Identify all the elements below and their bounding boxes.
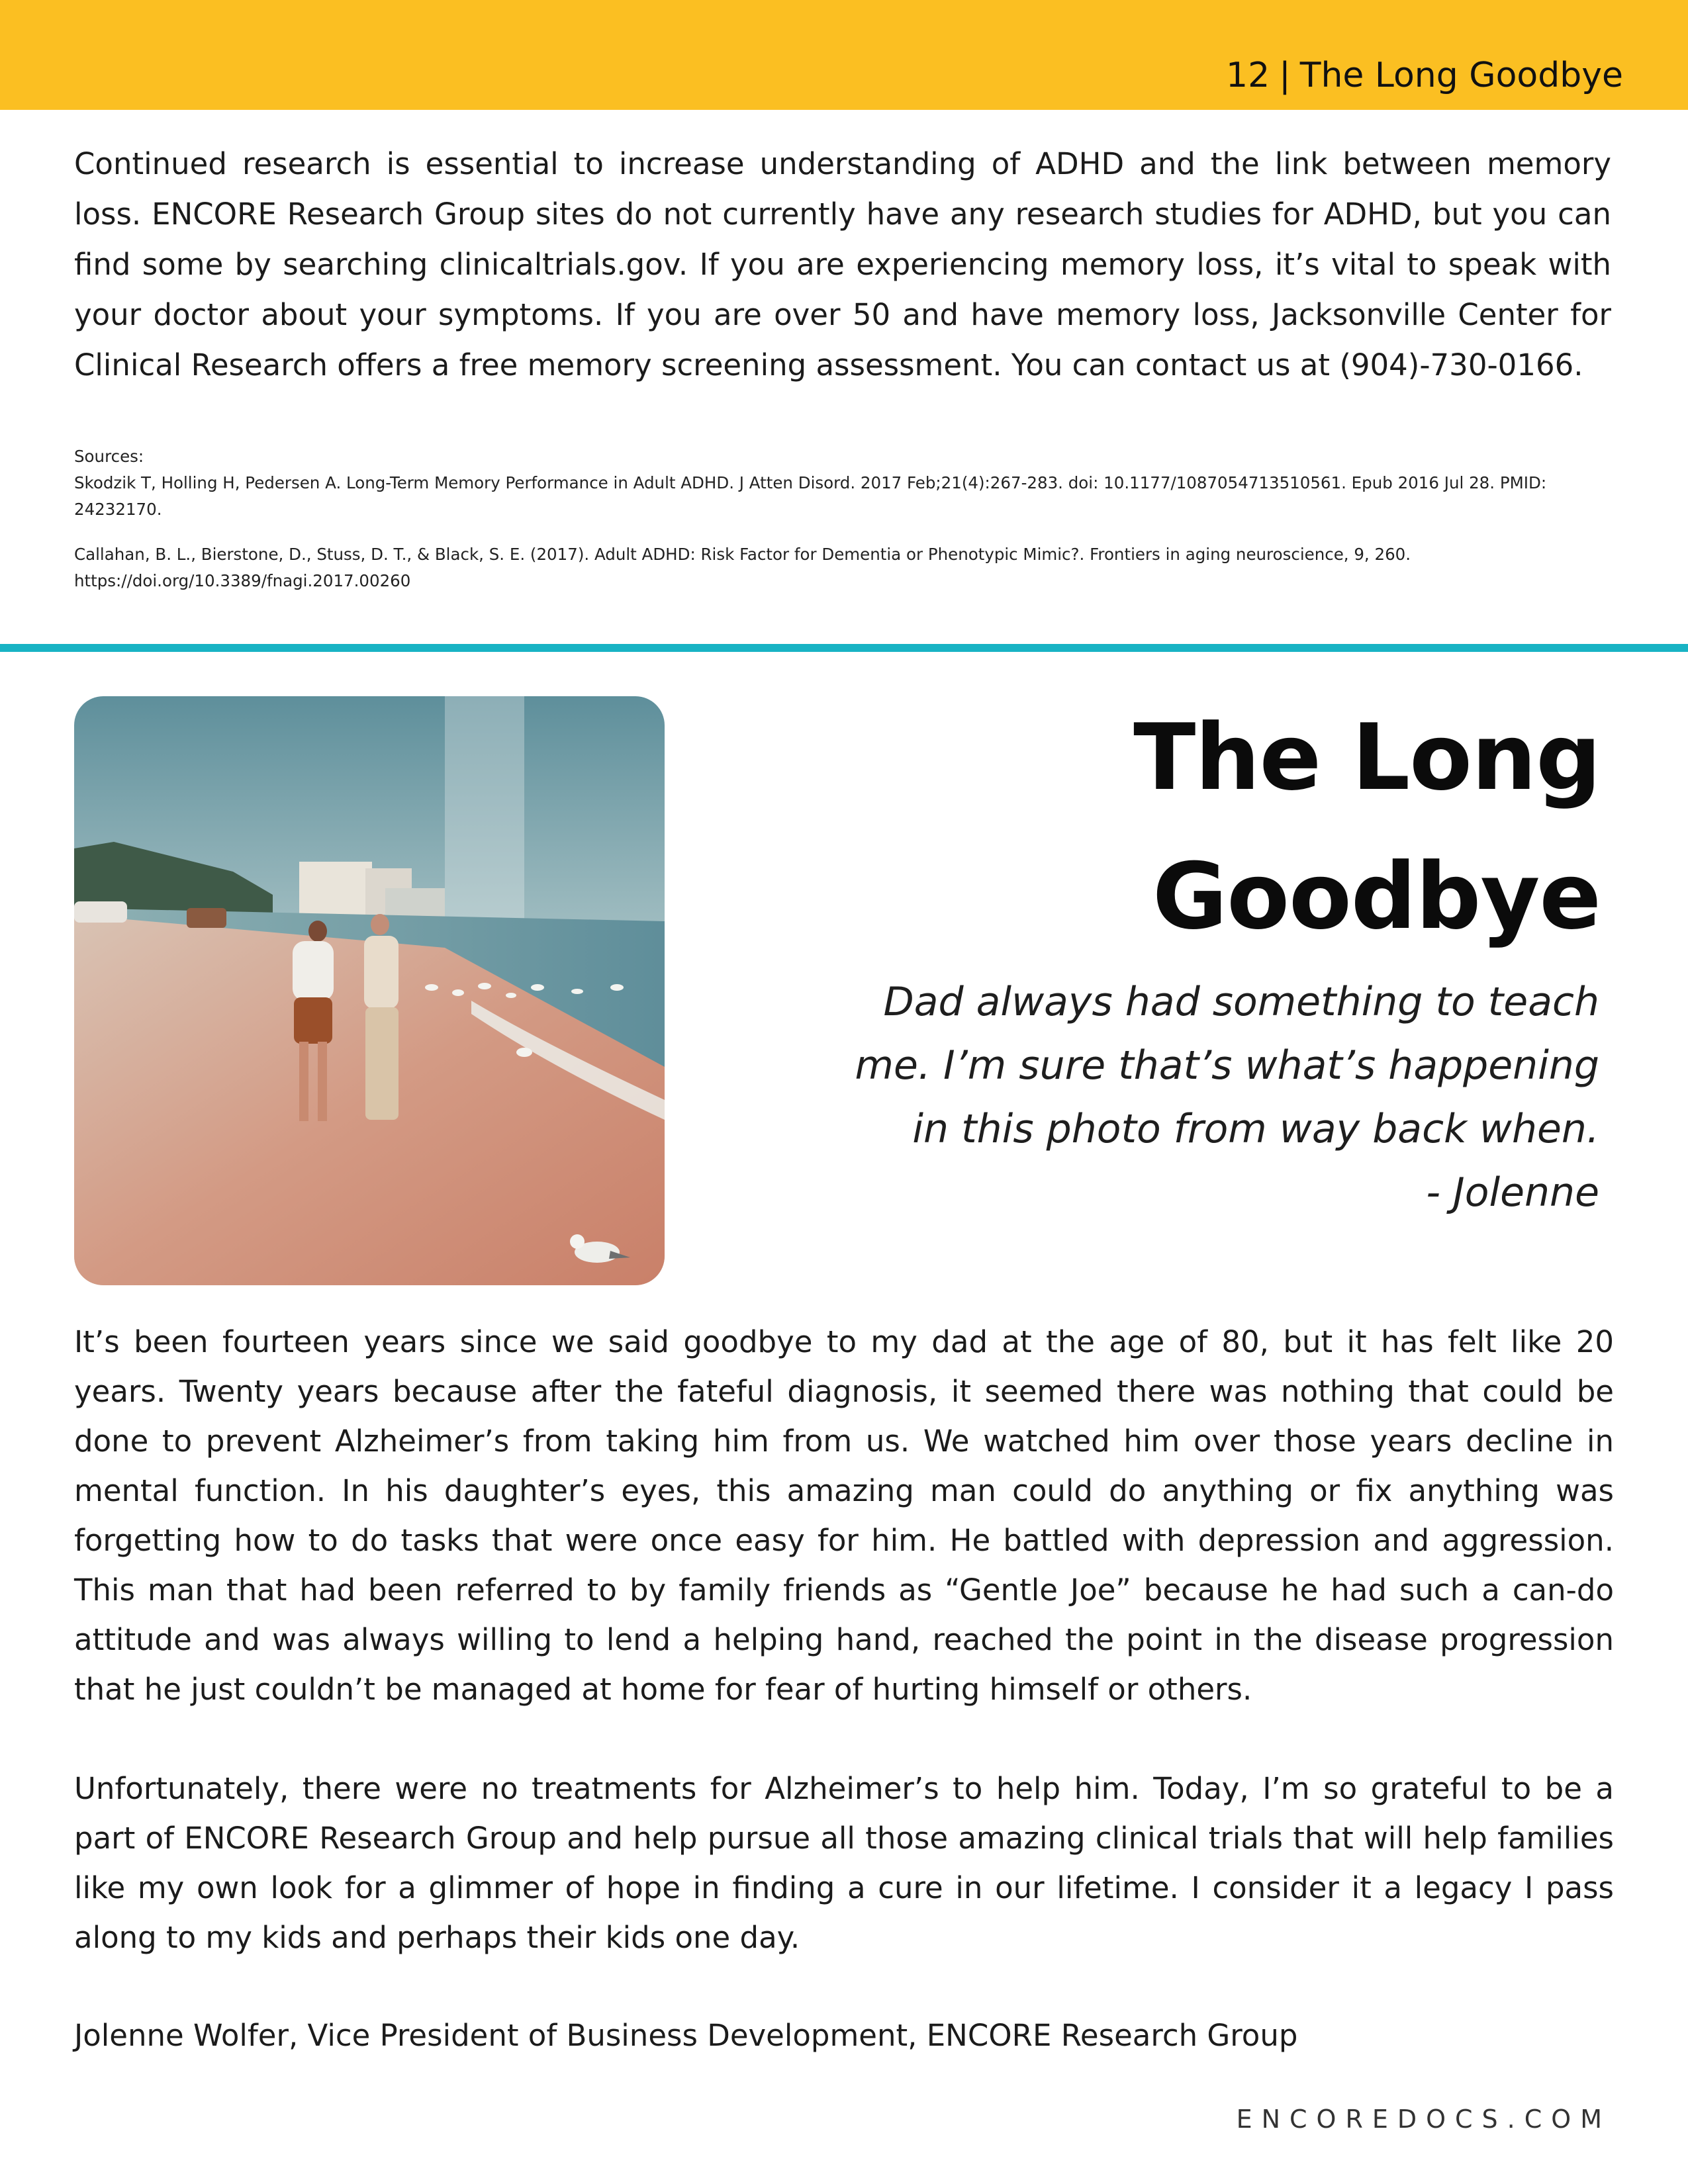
body-paragraph: It’s been fourteen years since we said goodbye to my dad at the age of 80, but it has felt like 20 years. Twenty years because after the fateful diagnosis, it seemed there was nothing that could be done to prevent Alzheimer’s from taking him from us. We watched him over those years decline in mental function. In his daughter’s eyes, this amazing man could do anything or fix anything was forgetting how to do tasks that were once easy for him. He battled with depression and aggression. This man that had been referred to by family friends as “Gentle Joe” because he had such a can-do attitude and was always willing to lend a helping hand, reached the point in the disease progression that he just couldn’t be managed at home for fear of hurting himself or others. [74,1324,1614,1707]
source-reference: Callahan, B. L., Bierstone, D., Stuss, D. T., & Black, S. E. (2017). Adult ADHD: Risk Factor for Dementia or Phenotypic Mimic?. Frontiers in aging neuroscience, 9, 260. https://doi.org/10.3389/fnagi.2017.00260 [74,545,1411,590]
quote-line: Dad always had something to teach [883,979,1599,1025]
sources-block [74,443,1617,594]
section-divider [0,644,1688,652]
beach-photo-illustration [74,696,665,1285]
pull-quote [805,970,1599,1224]
article-title [740,688,1601,966]
page-number: 12 [1225,56,1270,95]
article-body [74,1317,1614,1962]
quote-line: in this photo from way back when. [912,1106,1599,1152]
sources-heading: Sources: [74,447,144,466]
quote-line: me. I’m sure that’s what’s happening [855,1042,1599,1089]
running-head [1226,56,1623,95]
intro-paragraph: Continued research is essential to increase understanding of ADHD and the link between memory loss. ENCORE Research Group sites do not currently have any research studies for ADHD, but you can find some by searching clinicaltrials.gov. If you are experiencing memory loss, it’s vital to speak with your doctor about your symptoms. If you are over 50 and have memory loss, Jacksonville Center for Clinical Research offers a free memory screening assessment. You can contact us at (904)-730-0166. [74,146,1611,383]
quote-attribution: - Jolenne [1426,1169,1599,1216]
title-line: The Long [1133,704,1601,811]
header-separator: | [1279,56,1291,95]
body-paragraph: Unfortunately, there were no treatments for Alzheimer’s to help him. Today, I’m so grateful to be a part of ENCORE Research Group and help pursue all those amazing clinical trials that will help families like my own look for a glimmer of hope in finding a cure in our lifetime. I consider it a legacy I pass along to my kids and perhaps their kids one day. [74,1771,1614,1955]
title-line: Goodbye [1152,843,1601,950]
source-reference: Skodzik T, Holling H, Pedersen A. Long-Term Memory Performance in Adult ADHD. J Atten Disord. 2017 Feb;21(4):267-283. doi: 10.1177/1087054713510561. Epub 2016 Jul 28. PMID: 24232170. [74,473,1547,519]
author-signature: Jolenne Wolfer, Vice President of Business Development, ENCORE Research Group [74,2018,1298,2053]
footer-website: ENCOREDOCS.COM [1236,2105,1611,2134]
beach-photo [74,696,665,1285]
running-title: The Long Goodbye [1299,56,1623,95]
